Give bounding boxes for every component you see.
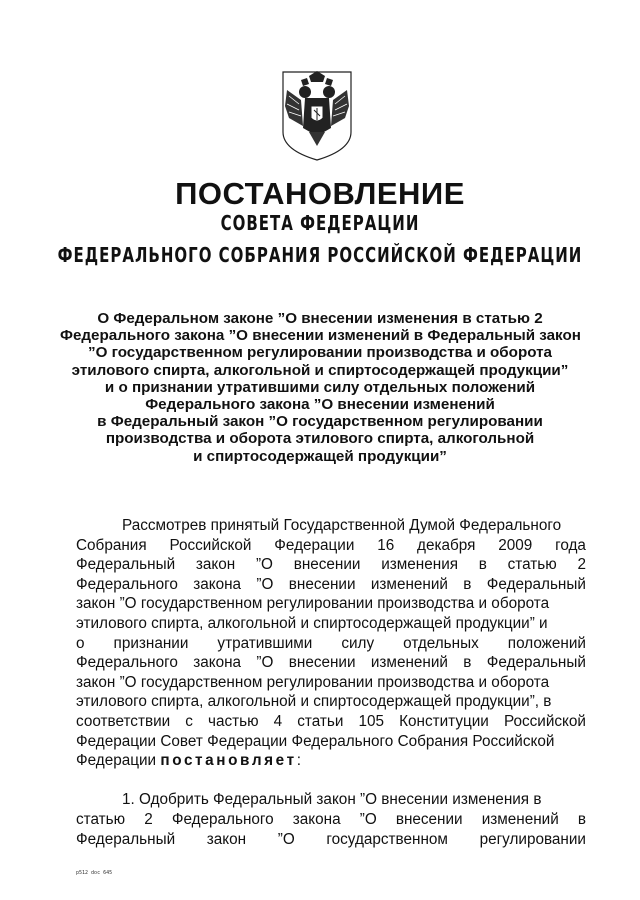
body-word: Российской <box>169 536 252 554</box>
body-word: 2 <box>577 556 586 574</box>
body-word: ”О <box>256 575 274 593</box>
body-word: внесении <box>288 575 356 593</box>
body-line <box>76 790 586 810</box>
body-word: Рассмотрев принятый Государственной Думой Федерального <box>122 517 562 534</box>
body-word: отдельных <box>403 634 479 652</box>
body-word: закона <box>193 575 242 593</box>
body-word: 16 <box>377 536 395 554</box>
body-word: признании <box>113 634 189 652</box>
issuing-body-line-1: СОВЕТА ФЕДЕРАЦИИ <box>220 210 420 236</box>
body-word: утратившими <box>217 634 313 652</box>
body-word: Федеральный <box>486 575 586 593</box>
body-word: Конституции <box>399 712 489 730</box>
resolution-body <box>76 516 586 849</box>
body-word: ”О <box>255 556 273 574</box>
body-word: этилового спирта, алкогольной и спиртосодержащей продукции”, в <box>76 693 552 711</box>
body-word: ”О <box>256 654 274 672</box>
body-word: 2 <box>144 810 153 828</box>
body-line <box>76 594 586 614</box>
body-word: государственном <box>326 830 448 848</box>
body-word: этилового спирта, алкогольной и спиртосодержащей продукции” и <box>76 614 548 632</box>
heading-line: Федерального закона ”О внесении изменений <box>145 396 495 414</box>
body-word: о <box>76 634 85 652</box>
body-line <box>76 614 586 634</box>
heading-line: этилового спирта, алкогольной и спиртосодержащей продукции” <box>71 361 569 379</box>
body-word: в <box>478 556 487 574</box>
resolves-word: постановляет <box>160 752 297 770</box>
body-line <box>76 751 586 771</box>
body-word: закона <box>292 810 341 828</box>
resolution-heading <box>60 310 580 465</box>
body-line <box>76 634 586 654</box>
body-word: Федеральный <box>76 830 176 848</box>
issuing-body-line-2: ФЕДЕРАЛЬНОГО СОБРАНИЯ РОССИЙСКОЙ ФЕДЕРАЦИИ <box>57 242 583 268</box>
body-word: декабря <box>417 536 476 554</box>
body-word: Федерального <box>76 654 178 672</box>
body-word: Федерального <box>76 575 178 593</box>
body-line <box>76 653 586 673</box>
body-word: внесении <box>395 810 463 828</box>
body-word: в <box>463 575 472 593</box>
body-word: Федерации Совет Федерации Федерального Собрания Российской <box>76 732 555 750</box>
body-word: Федерации <box>76 752 157 770</box>
body-word: закона <box>193 654 242 672</box>
body-word: Российской <box>503 712 586 730</box>
document-title: ПОСТАНОВЛЕНИЕ <box>175 176 465 211</box>
body-word: регулировании <box>479 830 586 848</box>
body-word: изменений <box>481 810 559 828</box>
body-line <box>76 712 586 732</box>
body-word: Федеральный <box>486 654 586 672</box>
body-word: силу <box>341 634 375 652</box>
body-word: изменений <box>370 575 448 593</box>
body-line <box>76 830 586 850</box>
heading-line: О Федеральном законе ”О внесении изменения в статью 2 <box>97 310 543 327</box>
body-word: Федеральный <box>76 556 176 574</box>
body-line <box>76 575 586 595</box>
body-line <box>76 555 586 575</box>
body-word: года <box>555 536 586 554</box>
body-word: 4 <box>273 712 283 730</box>
body-word: статьи <box>297 712 344 730</box>
body-word: статью <box>507 556 557 574</box>
body-word: : <box>296 752 301 770</box>
heading-line: производства и оборота этилового спирта, алкогольной <box>105 430 535 448</box>
heading-line: и о признании утратившими силу отдельных положений <box>104 378 536 396</box>
body-line <box>76 692 586 712</box>
paragraph-1 <box>76 516 586 751</box>
body-word: внесении <box>288 654 356 672</box>
body-word: изменения <box>381 556 459 574</box>
heading-line: в Федеральный закон ”О государственном регулировании <box>97 413 543 431</box>
body-word: Собрания <box>76 536 147 554</box>
body-word: в <box>577 810 586 828</box>
document-code: р512 doc 645 <box>76 870 113 876</box>
body-line <box>76 732 586 752</box>
body-word: частью <box>207 712 259 730</box>
body-word: закон ”О государственном регулировании производства и оборота <box>76 673 550 691</box>
heading-line: ”О государственном регулировании производства и оборота <box>87 344 553 362</box>
coat-of-arms-icon <box>281 70 353 162</box>
body-word: ”О <box>359 810 377 828</box>
body-word: внесении <box>293 556 361 574</box>
body-word: ”О <box>277 830 295 848</box>
body-word: положений <box>507 634 586 652</box>
body-word: 2009 <box>498 536 533 554</box>
body-line <box>76 516 586 536</box>
body-word: в <box>463 654 472 672</box>
body-word: закон ”О государственном регулировании производства и оборота <box>76 595 550 613</box>
body-word: закон <box>195 556 236 574</box>
body-line <box>76 536 586 556</box>
body-line <box>76 673 586 693</box>
body-word: 1. Одобрить Федеральный закон ”О внесении изменения в <box>122 791 542 809</box>
body-word: статью <box>76 810 126 828</box>
heading-line: и спиртосодержащей продукции” <box>193 447 447 465</box>
body-word: закон <box>206 830 247 848</box>
body-word: Федерации <box>274 536 355 554</box>
heading-line: Федерального закона ”О внесении изменений в Федеральный закон <box>60 327 581 345</box>
body-word: соответствии <box>76 712 171 730</box>
paragraph-2 <box>76 790 586 849</box>
body-word: Федерального <box>171 810 274 828</box>
body-line <box>76 810 586 830</box>
body-word: с <box>185 712 193 730</box>
body-word: изменений <box>370 654 448 672</box>
body-word: 105 <box>358 712 385 730</box>
